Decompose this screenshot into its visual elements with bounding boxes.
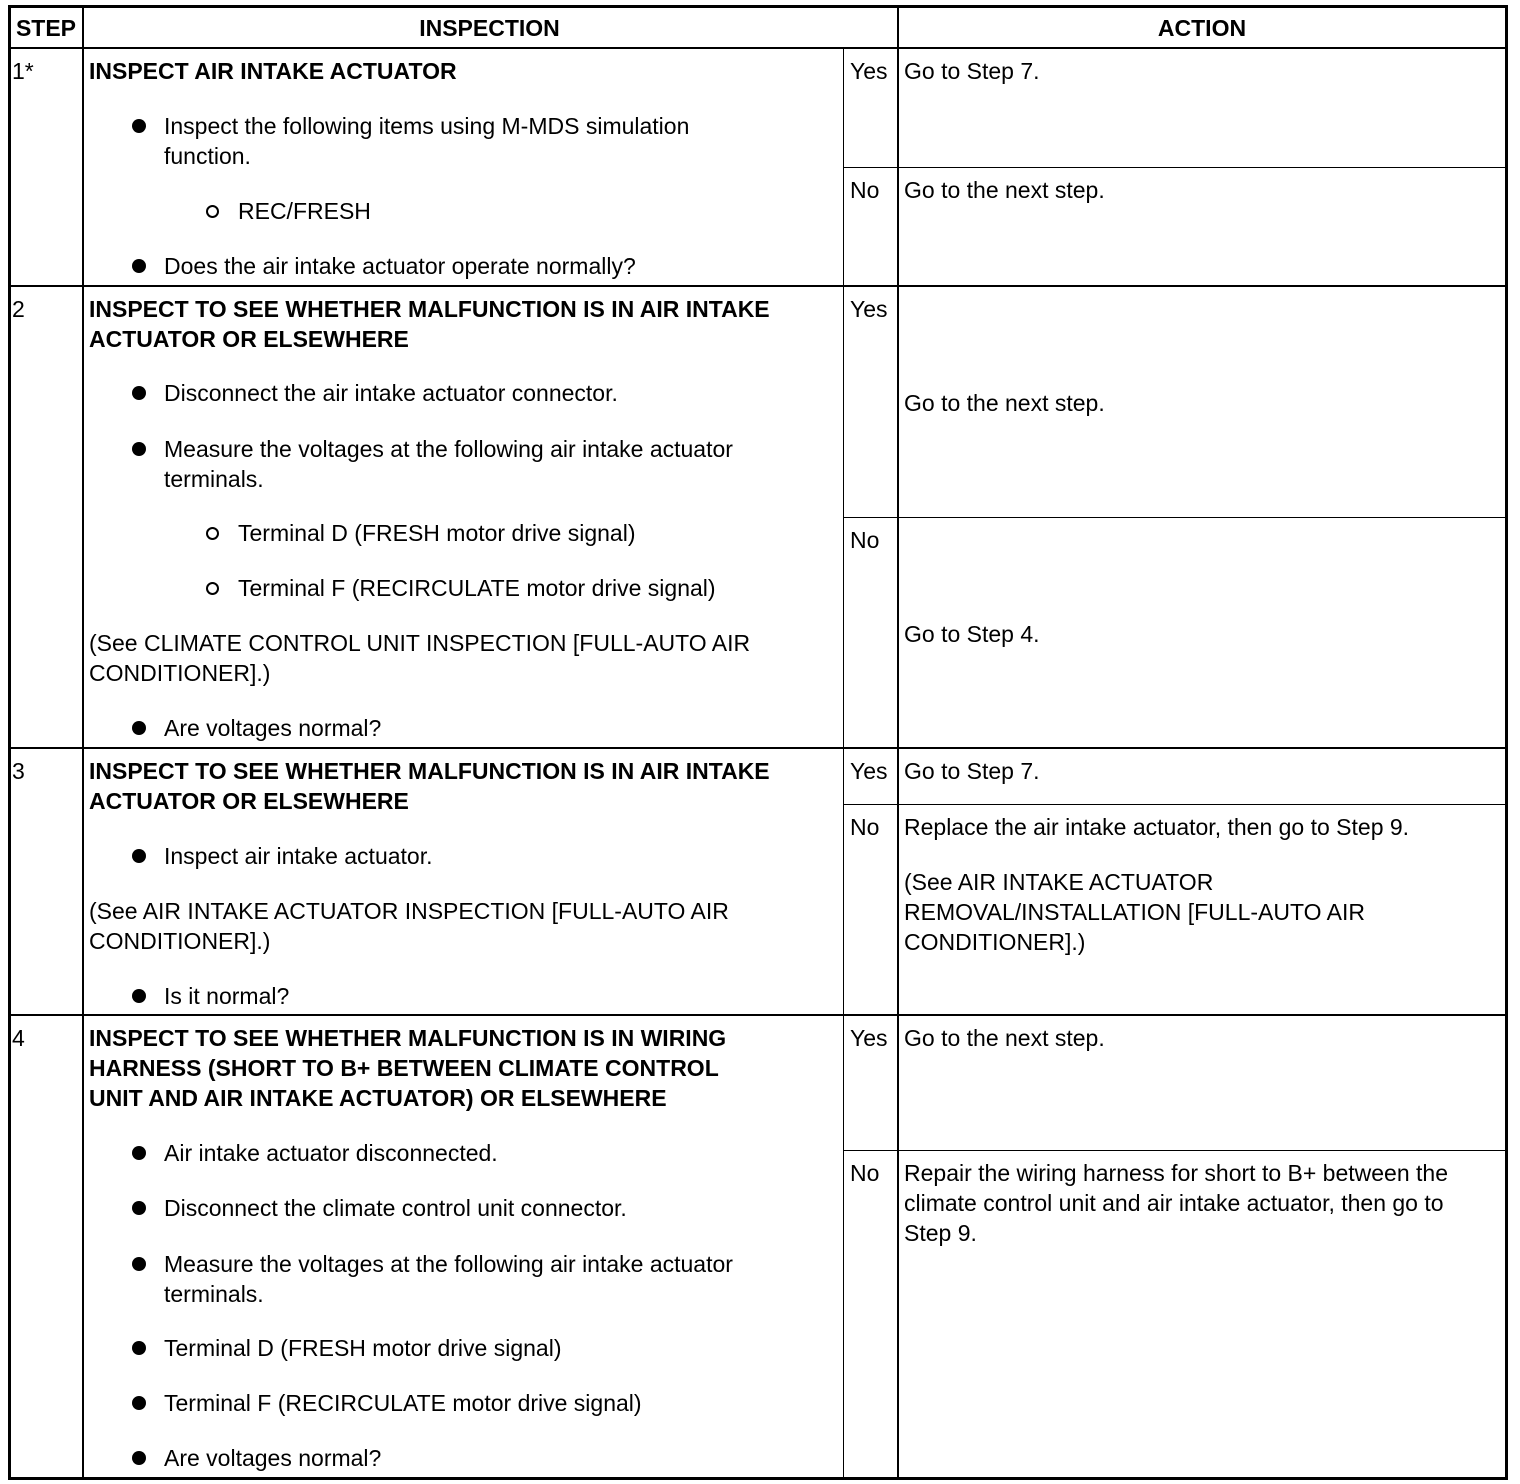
step-number: 1*: [12, 58, 34, 84]
yes-no-column-divider: [843, 48, 844, 1478]
yes-label: Yes: [850, 1025, 888, 1051]
step-title: ACTUATOR OR ELSEWHERE: [89, 788, 409, 814]
no-label: No: [850, 814, 880, 840]
no-action: Go to the next step.: [904, 177, 1105, 203]
row-divider: [8, 285, 1507, 287]
yes-action: Go to the next step.: [904, 390, 1105, 416]
step-column-divider: [82, 5, 84, 1478]
inspection-subitem: Terminal D (FRESH motor drive signal): [238, 520, 636, 546]
inspection-item: terminals.: [164, 466, 264, 492]
inspection-item: Terminal F (RECIRCULATE motor drive signal): [164, 1390, 642, 1416]
table-border-bottom: [8, 1477, 1507, 1480]
inspection-item: Does the air intake actuator operate normally?: [164, 253, 636, 279]
yes-action: Go to Step 7.: [904, 758, 1040, 784]
yes-label: Yes: [850, 758, 888, 784]
row-divider: [8, 747, 1507, 749]
bullet-icon: [132, 989, 146, 1003]
step-number: 4: [12, 1025, 25, 1051]
bullet-icon: [132, 721, 146, 735]
no-label: No: [850, 1160, 880, 1186]
inspection-note: (See AIR INTAKE ACTUATOR INSPECTION [FULL-AUTO AIR: [89, 898, 729, 924]
inspection-note: (See CLIMATE CONTROL UNIT INSPECTION [FULL-AUTO AIR: [89, 630, 751, 656]
bullet-icon: [132, 442, 146, 456]
no-action: REMOVAL/INSTALLATION [FULL-AUTO AIR: [904, 899, 1365, 925]
inspection-item: Are voltages normal?: [164, 1445, 382, 1471]
inspection-note: CONDITIONER].): [89, 660, 271, 686]
yes-action: Go to the next step.: [904, 1025, 1105, 1051]
header-inspection: INSPECTION: [419, 15, 560, 41]
step-title: INSPECT TO SEE WHETHER MALFUNCTION IS IN WIRING: [89, 1025, 727, 1051]
no-action: Step 9.: [904, 1220, 977, 1246]
step-number: 3: [12, 758, 25, 784]
bullet-icon: [132, 1257, 146, 1271]
inspection-item: Disconnect the climate control unit connector.: [164, 1195, 627, 1221]
inspection-item: function.: [164, 143, 251, 169]
no-action: Repair the wiring harness for short to B+ between the: [904, 1160, 1448, 1186]
action-column-divider: [897, 5, 899, 1478]
bullet-icon: [132, 849, 146, 863]
no-action: CONDITIONER].): [904, 929, 1086, 955]
bullet-icon: [132, 259, 146, 273]
bullet-icon: [132, 1451, 146, 1465]
yes-action: Go to Step 7.: [904, 58, 1040, 84]
no-label: No: [850, 527, 880, 553]
inspection-item: Air intake actuator disconnected.: [164, 1140, 498, 1166]
inspection-subitem: REC/FRESH: [238, 198, 371, 224]
step-title: ACTUATOR OR ELSEWHERE: [89, 326, 409, 352]
no-action: Replace the air intake actuator, then go to Step 9.: [904, 814, 1410, 840]
bullet-icon: [132, 1341, 146, 1355]
step-title: UNIT AND AIR INTAKE ACTUATOR) OR ELSEWHERE: [89, 1085, 667, 1111]
step-title: INSPECT AIR INTAKE ACTUATOR: [89, 58, 457, 84]
no-action: climate control unit and air intake actuator, then go to: [904, 1190, 1444, 1216]
sub-bullet-icon: [206, 205, 219, 218]
yes-label: Yes: [850, 58, 888, 84]
inspection-item: Measure the voltages at the following air intake actuator: [164, 436, 733, 462]
step-title: INSPECT TO SEE WHETHER MALFUNCTION IS IN AIR INTAKE: [89, 296, 770, 322]
table-border-right: [1505, 5, 1508, 1480]
inspection-subitem: Terminal F (RECIRCULATE motor drive signal): [238, 575, 716, 601]
sub-bullet-icon: [206, 527, 219, 540]
row-divider: [8, 1014, 1507, 1016]
inspection-item: Inspect air intake actuator.: [164, 843, 433, 869]
inspection-item: Inspect the following items using M-MDS simulation: [164, 113, 690, 139]
inspection-item: Disconnect the air intake actuator connector.: [164, 380, 618, 406]
bullet-icon: [132, 1396, 146, 1410]
table-border-top: [8, 5, 1507, 8]
bullet-icon: [132, 1146, 146, 1160]
inspection-item: Is it normal?: [164, 983, 290, 1009]
yes-no-divider: [843, 1150, 1507, 1151]
header-divider: [8, 47, 1507, 49]
header-action: ACTION: [1157, 15, 1247, 41]
inspection-item: Measure the voltages at the following air intake actuator: [164, 1251, 733, 1277]
sub-bullet-icon: [206, 582, 219, 595]
bullet-icon: [132, 119, 146, 133]
no-action: (See AIR INTAKE ACTUATOR: [904, 869, 1214, 895]
table-border-left: [8, 5, 11, 1480]
inspection-item: terminals.: [164, 1281, 264, 1307]
yes-no-divider: [843, 804, 1507, 805]
step-number: 2: [12, 296, 25, 322]
bullet-icon: [132, 1201, 146, 1215]
yes-label: Yes: [850, 296, 888, 322]
bullet-icon: [132, 386, 146, 400]
yes-no-divider: [843, 517, 1507, 518]
step-title: HARNESS (SHORT TO B+ BETWEEN CLIMATE CONTROL: [89, 1055, 719, 1081]
inspection-item: Terminal D (FRESH motor drive signal): [164, 1335, 562, 1361]
inspection-note: CONDITIONER].): [89, 928, 271, 954]
inspection-item: Are voltages normal?: [164, 715, 382, 741]
no-label: No: [850, 177, 880, 203]
yes-no-divider: [843, 167, 1507, 168]
step-title: INSPECT TO SEE WHETHER MALFUNCTION IS IN AIR INTAKE: [89, 758, 770, 784]
header-step: STEP: [15, 15, 77, 41]
no-action: Go to Step 4.: [904, 621, 1040, 647]
